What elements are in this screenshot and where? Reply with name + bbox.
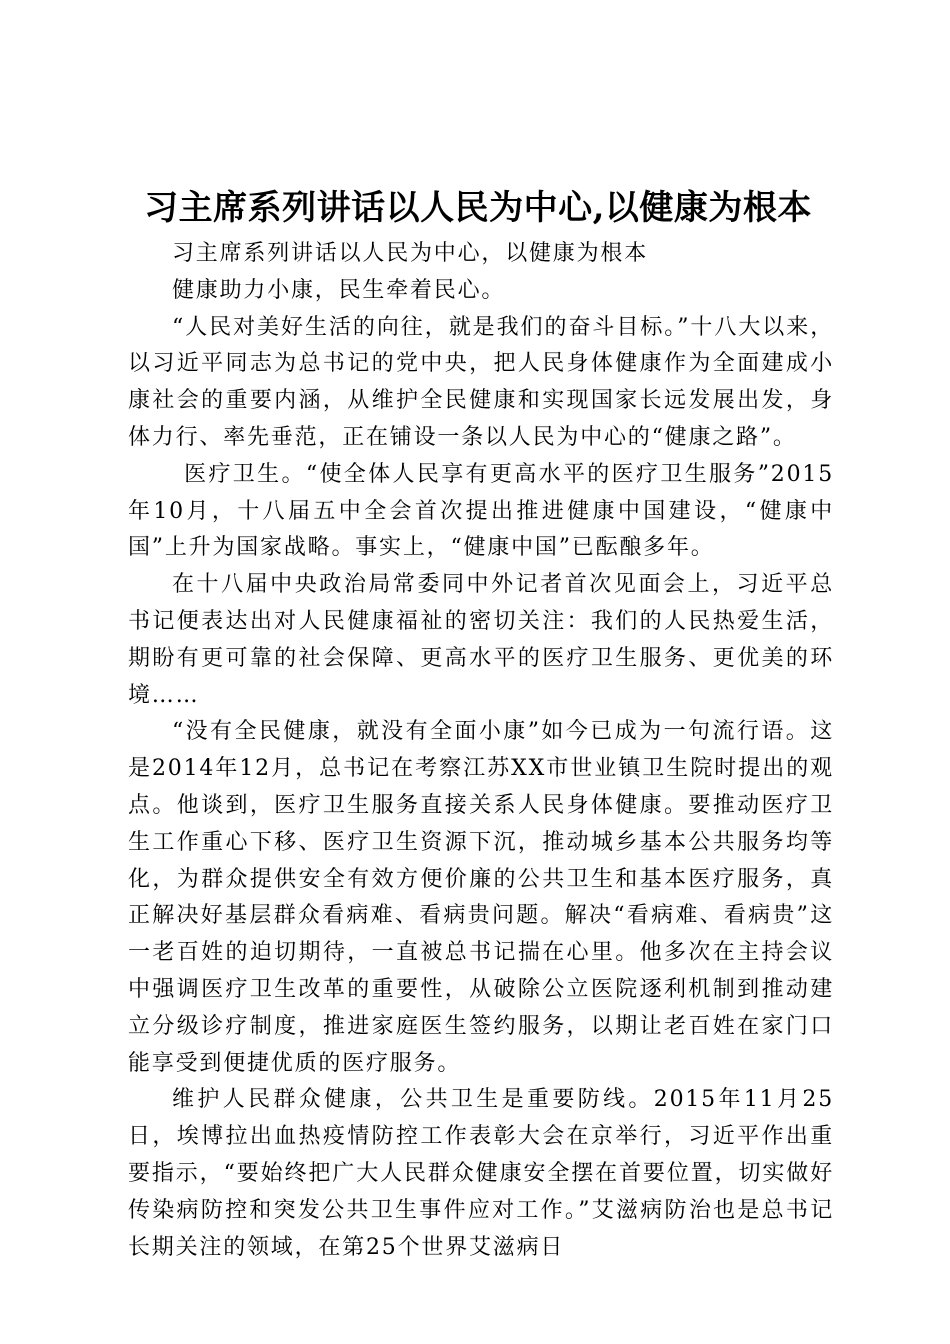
paragraph-subtitle: 习主席系列讲话以人民为中心，以健康为根本 — [172, 241, 649, 266]
paragraph-intro: “人民对美好生活的向往，就是我们的奋斗目标。”十八大以来，以习近平同志为总书记的党中央，把人民身体健康作为全面建成小康社会的重要内涵，从维护全民健康和实现国家长远发展出发，身体力行、率先垂范，正在铺设一条以人民为中心的“健康之路”。 — [128, 314, 834, 450]
document-title: 习主席系列讲话以人民为中心,以健康为根本 — [144, 188, 812, 228]
paragraph-public-health: 维护人民群众健康，公共卫生是重要防线。2015年11月25日，埃博拉出血热疫情防控工作表彰大会在京举行，习近平作出重要指示，“要始终把广大人民群众健康安全摆在首要位置，切实做好传染病防控和突发公共卫生事件应对工作。”艾滋病防治也是总书记长期关注的领域，在第25个世界艾滋病日 — [128, 1087, 834, 1260]
document-body — [128, 236, 834, 1266]
paragraph-universal-health: “没有全民健康，就没有全面小康”如今已成为一句流行语。这是2014年12月，总书记在考察江苏XX市世业镇卫生院时提出的观点。他谈到，医疗卫生服务直接关系人民身体健康。要推动医疗卫生工作重心下移、医疗卫生资源下沉，推动城乡基本公共服务均等化，为群众提供安全有效方便价廉的公共卫生和基本医疗服务，真正解决好基层群众看病难、看病贵问题。解决“看病难、看病贵”这一老百姓的迫切期待，一直被总书记揣在心里。他多次在主持会议中强调医疗卫生改革的重要性，从破除公立医院逐利机制到推动建立分级诊疗制度，推进家庭医生签约服务，以期让老百姓在家门口能享受到便捷优质的医疗服务。 — [128, 719, 834, 1076]
paragraph-lead: 健康助力小康，民生牵着民心。 — [172, 277, 506, 303]
paragraph-press-meeting: 在十八届中央政治局常委同中外记者首次见面会上，习近平总书记便表达出对人民健康福祉的密切关注：我们的人民热爱生活，期盼有更可靠的社会保障、更高水平的医疗卫生服务、更优美的环境…… — [128, 572, 834, 708]
paragraph-healthcare: 医疗卫生。“使全体人民享有更高水平的医疗卫生服务”2015年10月，十八届五中全会首次提出推进健康中国建设，“健康中国”上升为国家战略。事实上，“健康中国”已酝酿多年。 — [128, 461, 834, 561]
